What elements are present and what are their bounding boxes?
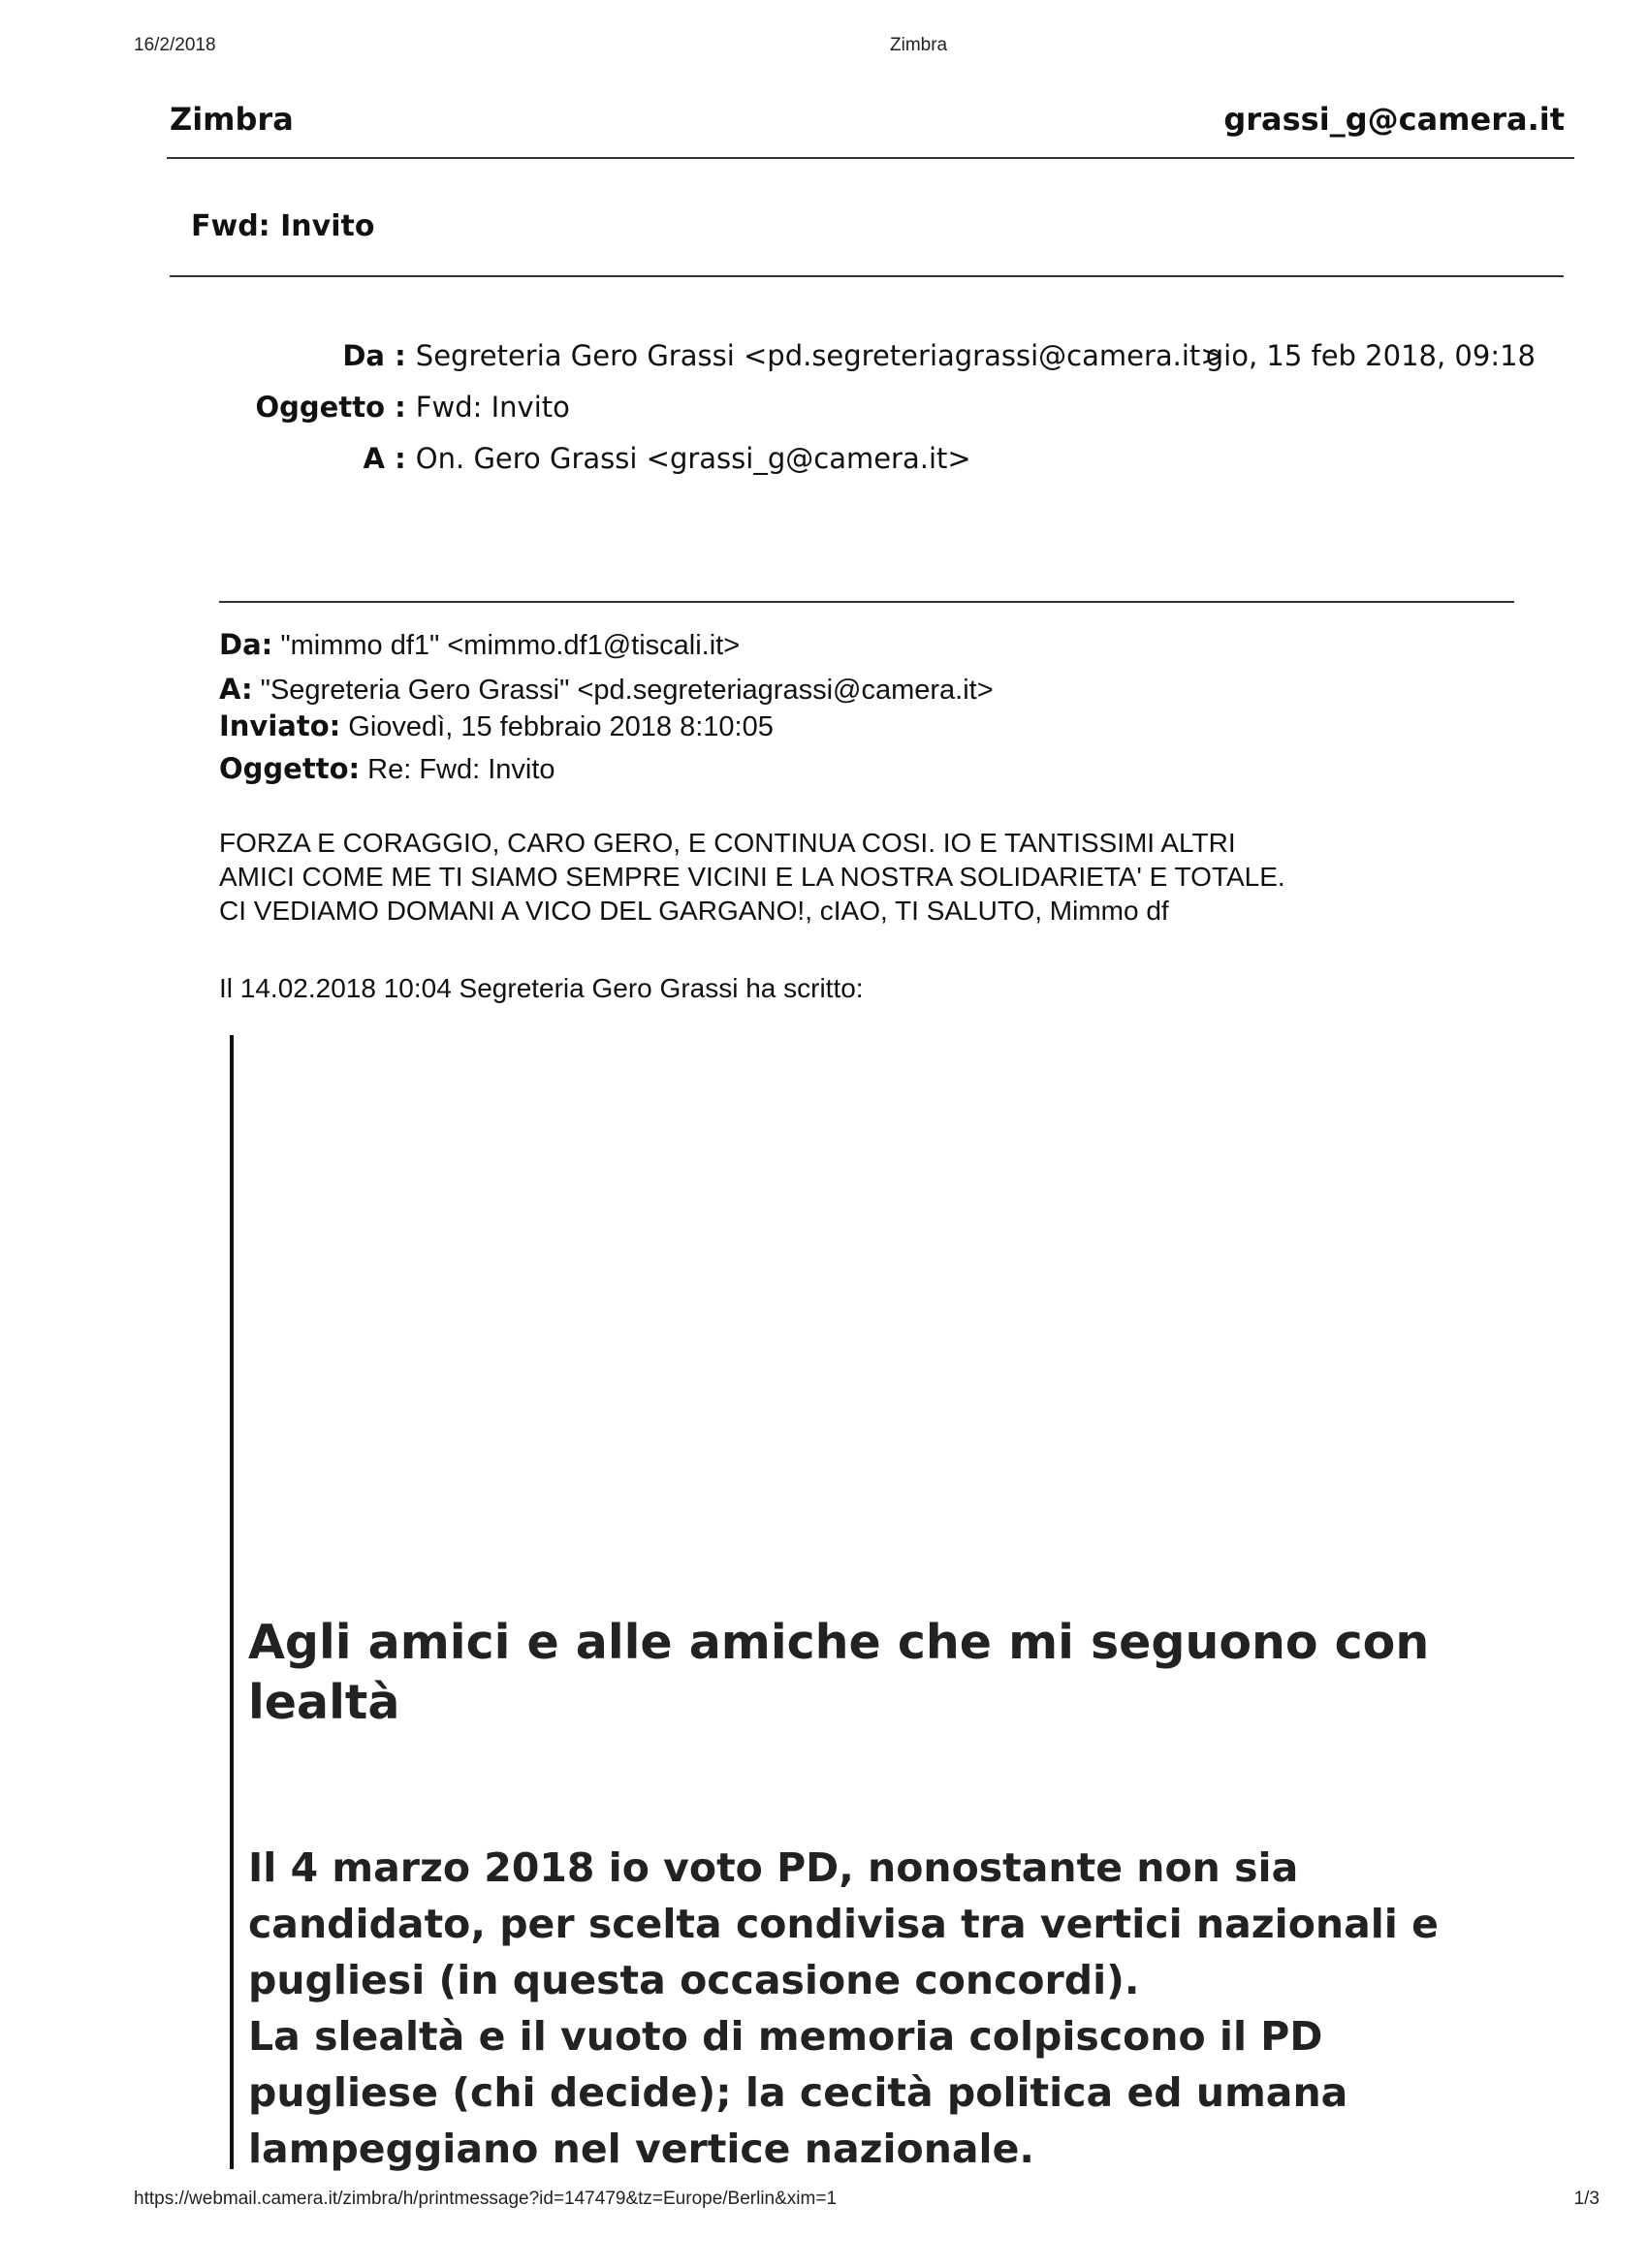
app-name: Zimbra [170,101,294,138]
header-subject-label: Oggetto [255,391,385,424]
print-header-title: Zimbra [890,35,948,55]
quote-divider [219,601,1514,603]
reply-body-line: CI VEDIAMO DOMANI A VICO DEL GARGANO!, cIAO, TI SALUTO, Mimmo df [219,896,1169,926]
original-body-line: lampeggiano nel vertice nazionale. [248,2126,1034,2172]
header-to-row [147,442,971,475]
header-to-value: On. Gero Grassi <grassi_g@camera.it> [415,442,971,475]
quoted-to-row [219,673,994,707]
wrote-line: Il 14.02.2018 10:04 Segreteria Gero Grassi ha scritto: [219,973,864,1003]
original-body-line: pugliesi (in questa occasione concordi). [248,1957,1140,2003]
reply-body-line: AMICI COME ME TI SIAMO SEMPRE VICINI E LA NOSTRA SOLIDARIETA' E TOTALE. [219,862,1285,892]
original-body [248,1840,1547,2177]
quoted-from-value: "mimmo df1" <mimmo.df1@tiscali.it> [280,630,741,661]
top-divider [167,157,1574,159]
account-email: grassi_g@camera.it [1223,101,1565,138]
quoted-subject-value: Re: Fwd: Invito [367,754,555,785]
header-subject-value: Fwd: Invito [415,391,570,424]
original-body-line: candidato, per scelta condivisa tra vertici nazionali e [248,1901,1439,1947]
header-subject-row [147,391,570,424]
header-colon: : [385,339,416,372]
original-heading: Agli amici e alle amiche che mi seguono con lealtà [248,1615,1430,1730]
header-from-value: Segreteria Gero Grassi <pd.segreteriagrassi@camera.it> [415,339,1224,372]
header-colon: : [385,391,416,424]
header-from-label: Da [342,339,385,372]
original-body-line: Il 4 marzo 2018 io voto PD, nonostante non sia [248,1844,1299,1891]
quoted-from-row [219,628,740,662]
reply-body-line: FORZA E CORAGGIO, CARO GERO, E CONTINUA COSI. IO E TANTISSIMI ALTRI [219,828,1236,858]
header-date: gio, 15 feb 2018, 09:18 [1205,339,1536,372]
print-footer-page: 1/3 [1573,2189,1600,2209]
original-body-line: La slealtà e il vuoto di memoria colpiscono il PD [248,2013,1323,2060]
reply-body [219,826,1557,928]
quote-bar [230,1035,234,2169]
quoted-sent-value: Giovedì, 15 febbraio 2018 8:10:05 [348,711,774,742]
message-subject-title: Fwd: Invito [191,209,375,243]
subject-divider [170,275,1564,277]
header-colon: : [385,442,416,475]
quoted-to-label: A: [219,673,253,706]
quoted-subject-label: Oggetto: [219,752,361,785]
quoted-from-label: Da: [219,628,273,661]
quoted-to-value: "Segreteria Gero Grassi" <pd.segreteriagrassi@camera.it> [260,675,994,706]
quoted-subject-row [219,752,555,786]
quoted-sent-label: Inviato: [219,709,341,742]
print-footer-url: https://webmail.camera.it/zimbra/h/printmessage?id=147479&tz=Europe/Berlin&xim=1 [134,2189,838,2209]
original-body-line: pugliese (chi decide); la cecità politica ed umana [248,2069,1348,2116]
header-from-row [147,339,1224,372]
header-to-label: A [363,442,385,475]
print-header-date: 16/2/2018 [134,35,216,55]
quoted-sent-row [219,709,774,743]
